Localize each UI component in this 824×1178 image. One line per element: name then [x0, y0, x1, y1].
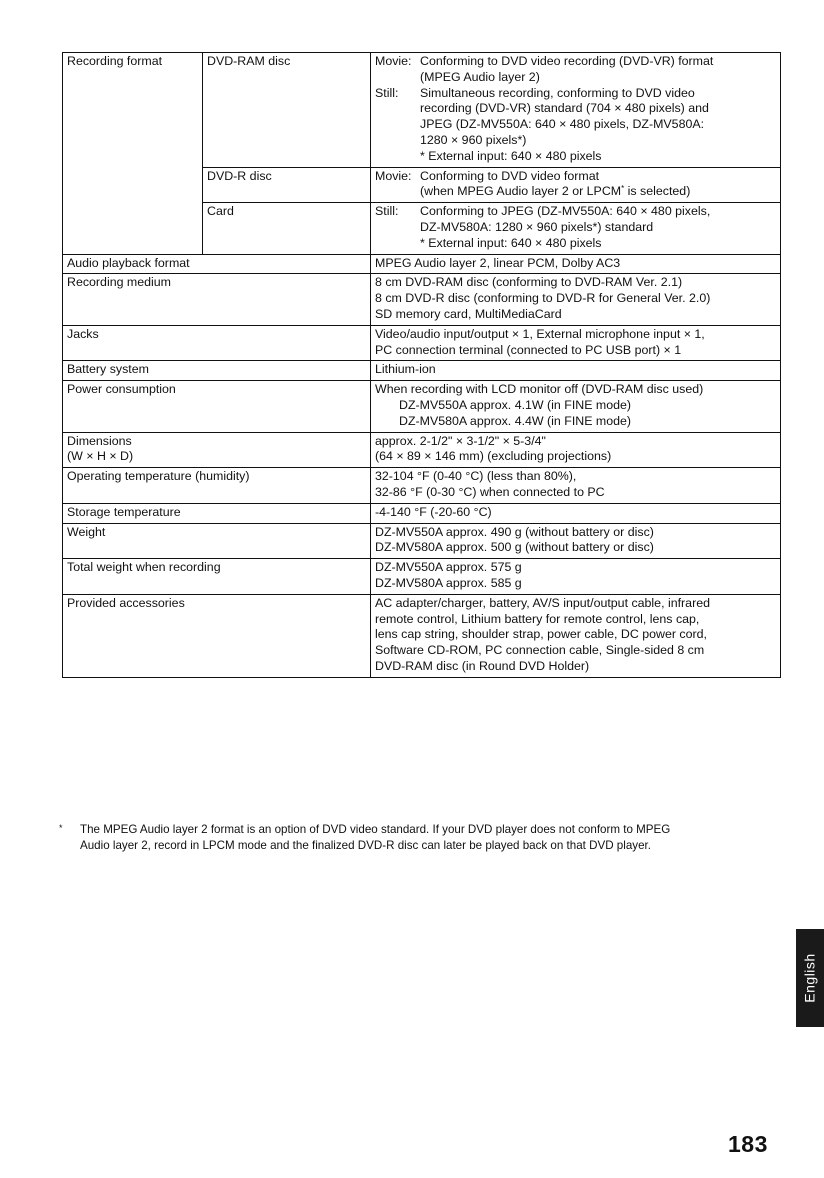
- spec-label: [63, 325, 371, 361]
- spec-entry: [375, 54, 776, 86]
- entry-key: Still:: [375, 85, 399, 100]
- value-line: 32-104 °F (0-40 °C) (less than 80%),: [375, 469, 577, 484]
- spec-label: [63, 361, 371, 381]
- table-row: [63, 254, 781, 274]
- value-line: approx. 2-1/2" × 3-1/2" × 5-3/4": [375, 433, 546, 448]
- table-row: [63, 381, 781, 432]
- table-row: [63, 53, 781, 168]
- spec-sublabel-text: DVD-RAM disc: [207, 54, 291, 68]
- spec-label: [63, 594, 371, 677]
- value-line: Simultaneous recording, conforming to DVD video: [420, 85, 695, 100]
- footnote-marker: *: [59, 823, 63, 833]
- value-line: -4-140 °F (-20-60 °C): [375, 504, 492, 519]
- spec-value: [371, 167, 781, 203]
- table-row: [63, 325, 781, 361]
- spec-label-text: Provided accessories: [67, 595, 185, 610]
- table-row: [63, 274, 781, 325]
- table-row: [63, 594, 781, 677]
- value-line: DZ-MV580A approx. 585 g: [375, 575, 522, 590]
- spec-entry: [375, 204, 776, 251]
- value-line: Software CD-ROM, PC connection cable, Single-sided 8 cm: [375, 643, 705, 658]
- spec-sublabel: [203, 203, 371, 254]
- value-text: (when MPEG Audio layer 2 or LPCM: [420, 184, 622, 199]
- value-line: 32-86 °F (0-30 °C) when connected to PC: [375, 484, 605, 499]
- spec-sublabel: [203, 167, 371, 203]
- value-line: recording (DVD-VR) standard (704 × 480 pixels) and: [420, 101, 709, 116]
- value-line: AC adapter/charger, battery, AV/S input/output cable, infrared: [375, 595, 710, 610]
- spec-label: [63, 432, 371, 468]
- spec-value: [371, 274, 781, 325]
- spec-label: [63, 274, 371, 325]
- value-line: (MPEG Audio layer 2): [420, 69, 540, 84]
- spec-label-text: Dimensions: [67, 433, 132, 448]
- language-tab-label: English: [802, 953, 819, 1003]
- value-line: [420, 184, 776, 200]
- spec-value: [371, 254, 781, 274]
- spec-label-text: Power consumption: [67, 382, 176, 397]
- spec-label-text: Weight: [67, 524, 106, 539]
- spec-label-text: Recording format: [67, 54, 163, 68]
- value-line: 8 cm DVD-R disc (conforming to DVD-R for General Ver. 2.0): [375, 291, 711, 306]
- spec-label-text: Operating temperature (humidity): [67, 469, 250, 484]
- spec-value: [371, 468, 781, 504]
- value-line: DZ-MV580A approx. 4.4W (in FINE mode): [399, 413, 632, 428]
- value-line: 8 cm DVD-RAM disc (conforming to DVD-RAM Ver. 2.1): [375, 275, 683, 290]
- footnote: [59, 822, 778, 854]
- value-line: DZ-MV550A approx. 4.1W (in FINE mode): [399, 397, 632, 412]
- entry-value: [420, 54, 776, 86]
- value-line: remote control, Lithium battery for remote control, lens cap,: [375, 611, 700, 626]
- value-line: SD memory card, MultiMediaCard: [375, 306, 562, 321]
- specifications-table: [62, 52, 781, 678]
- page-number: 183: [728, 1131, 768, 1157]
- table-row: [63, 361, 781, 381]
- spec-value: [371, 503, 781, 523]
- entry-key: Movie:: [375, 168, 412, 183]
- table-row: [63, 559, 781, 595]
- spec-label: [63, 53, 203, 255]
- spec-label-text: Audio playback format: [67, 255, 190, 270]
- value-line: Conforming to JPEG (DZ-MV550A: 640 × 480 pixels,: [420, 204, 711, 219]
- entry-key: Still:: [375, 204, 399, 219]
- spec-label-text: Storage temperature: [67, 504, 181, 519]
- value-line: PC connection terminal (connected to PC USB port) × 1: [375, 342, 682, 357]
- value-line: * External input: 640 × 480 pixels: [420, 148, 602, 163]
- spec-value: [371, 594, 781, 677]
- spec-label: [63, 523, 371, 559]
- value-line: (64 × 89 × 146 mm) (excluding projections): [375, 449, 612, 464]
- value-line: 1280 × 960 pixels*): [420, 132, 527, 147]
- spec-label: [63, 503, 371, 523]
- value-line: Video/audio input/output × 1, External microphone input × 1,: [375, 326, 705, 341]
- spec-label: [63, 559, 371, 595]
- spec-value: [371, 53, 781, 168]
- value-line: * External input: 640 × 480 pixels: [420, 235, 602, 250]
- language-tab: [796, 929, 824, 1027]
- spec-label-text: Jacks: [67, 326, 99, 341]
- spec-sublabel: [203, 53, 371, 168]
- value-line: Conforming to DVD video recording (DVD-VR) format: [420, 54, 714, 68]
- spec-label-text: (W × H × D): [67, 449, 134, 464]
- value-line: DZ-MV550A approx. 490 g (without battery or disc): [375, 524, 654, 539]
- footnote-line: Audio layer 2, record in LPCM mode and the finalized DVD-R disc can later be played back on that DVD player.: [80, 839, 651, 852]
- spec-sublabel-text: Card: [207, 204, 234, 219]
- entry-key: Movie:: [375, 54, 412, 68]
- table-row: [63, 503, 781, 523]
- value-line: DZ-MV550A approx. 575 g: [375, 560, 522, 575]
- footnote-line: The MPEG Audio layer 2 format is an option of DVD video standard. If your DVD player does not conform to MPEG: [80, 823, 671, 836]
- spec-value: [371, 559, 781, 595]
- footnote-marker: *: [621, 184, 625, 194]
- entry-value: [420, 86, 776, 165]
- spec-label: [63, 381, 371, 432]
- value-line: DVD-RAM disc (in Round DVD Holder): [375, 658, 590, 673]
- value-line: DZ-MV580A: 1280 × 960 pixels*) standard: [420, 219, 654, 234]
- spec-label: [63, 468, 371, 504]
- spec-label: [63, 254, 371, 274]
- value-line: Conforming to DVD video format: [420, 168, 600, 183]
- value-line: DZ-MV580A approx. 500 g (without battery or disc): [375, 540, 654, 555]
- entry-value: [420, 169, 776, 201]
- table-row: [63, 468, 781, 504]
- spec-entry: [375, 169, 776, 201]
- spec-value: [371, 381, 781, 432]
- spec-label-text: Battery system: [67, 362, 149, 377]
- table-row: [63, 432, 781, 468]
- spec-sublabel-text: DVD-R disc: [207, 168, 272, 183]
- table-row: [63, 523, 781, 559]
- value-line: lens cap string, shoulder strap, power cable, DC power cord,: [375, 627, 707, 642]
- spec-label-text: Total weight when recording: [67, 560, 221, 575]
- value-line: MPEG Audio layer 2, linear PCM, Dolby AC3: [375, 255, 621, 270]
- value-line: When recording with LCD monitor off (DVD-RAM disc used): [375, 382, 704, 397]
- entry-value: [420, 204, 776, 251]
- value-text: is selected): [624, 184, 691, 199]
- value-line: Lithium-ion: [375, 362, 436, 377]
- spec-value: [371, 432, 781, 468]
- spec-value: [371, 361, 781, 381]
- spec-value: [371, 203, 781, 254]
- value-line: JPEG (DZ-MV550A: 640 × 480 pixels, DZ-MV580A:: [420, 117, 705, 132]
- spec-value: [371, 325, 781, 361]
- spec-label-text: Recording medium: [67, 275, 171, 290]
- spec-entry: [375, 86, 776, 165]
- spec-value: [371, 523, 781, 559]
